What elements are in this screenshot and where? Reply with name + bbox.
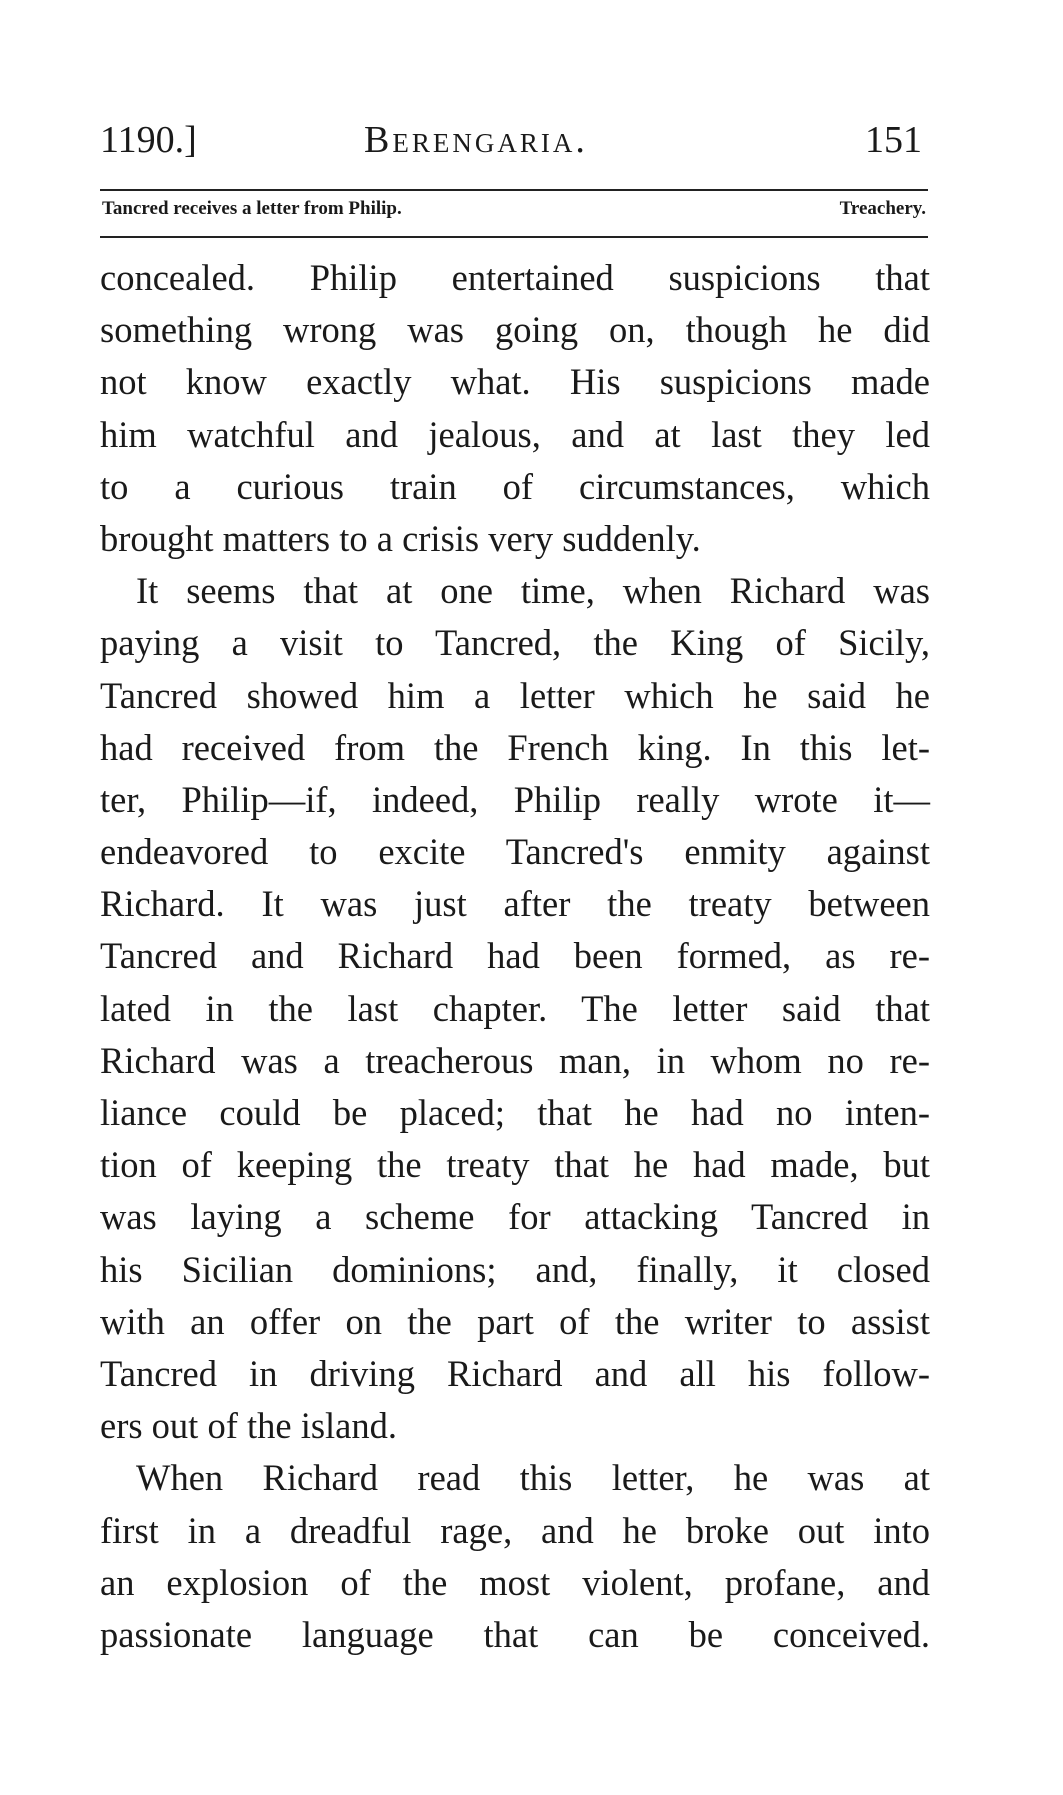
text-line: lated in the last chapter. The letter said that: [100, 987, 930, 1029]
text-line: concealed. Philip entertained suspicions that: [100, 257, 930, 298]
header-rule-top: [100, 189, 928, 191]
text-line: Tancred in driving Richard and all his follow-: [100, 1352, 930, 1394]
body-text: [100, 252, 930, 1661]
text-line: passionate language that can be conceived.: [100, 1613, 930, 1655]
running-head: [100, 118, 930, 168]
text-line: Tancred and Richard had been formed, as re-: [100, 935, 930, 977]
header-rule-bottom: [100, 236, 928, 238]
text-line: brought matters to a crisis very suddenly.: [100, 517, 701, 559]
text-line: It seems that at one time, when Richard was: [136, 570, 930, 612]
text-line: had received from the French king. In this let-: [100, 726, 930, 768]
text-line: with an offer on the part of the writer to assist: [100, 1300, 930, 1342]
running-head-year: 1190.]: [100, 119, 197, 161]
text-line: his Sicilian dominions; and, finally, it closed: [100, 1248, 930, 1290]
text-line: an explosion of the most violent, profane, and: [100, 1561, 930, 1603]
text-line: was laying a scheme for attacking Tancred in: [100, 1196, 930, 1238]
text-line: tion of keeping the treaty that he had made, but: [100, 1144, 930, 1186]
subhead-right: Treachery.: [839, 198, 926, 219]
text-line: first in a dreadful rage, and he broke out into: [100, 1509, 930, 1551]
text-line: endeavored to excite Tancred's enmity against: [100, 831, 930, 873]
text-line: not know exactly what. His suspicions made: [100, 361, 930, 403]
text-line: Richard was a treacherous man, in whom no re-: [100, 1039, 930, 1081]
text-line: to a curious train of circumstances, which: [100, 465, 930, 507]
page-number: 151: [865, 119, 922, 161]
text-line: When Richard read this letter, he was at: [136, 1457, 930, 1499]
text-line: liance could be placed; that he had no inten-: [100, 1092, 930, 1133]
running-head-title: Berengaria.: [364, 119, 588, 161]
subhead-left: Tancred receives a letter from Philip.: [102, 198, 402, 219]
text-line: ter, Philip—if, indeed, Philip really wrote it—: [100, 778, 930, 820]
text-line: Tancred showed him a letter which he said he: [100, 674, 930, 716]
text-line: Richard. It was just after the treaty between: [100, 883, 930, 925]
text-line: him watchful and jealous, and at last they led: [100, 413, 930, 455]
text-line: ers out of the island.: [100, 1405, 398, 1447]
text-line: paying a visit to Tancred, the King of Sicily,: [100, 622, 930, 664]
text-line: something wrong was going on, though he did: [100, 309, 930, 351]
